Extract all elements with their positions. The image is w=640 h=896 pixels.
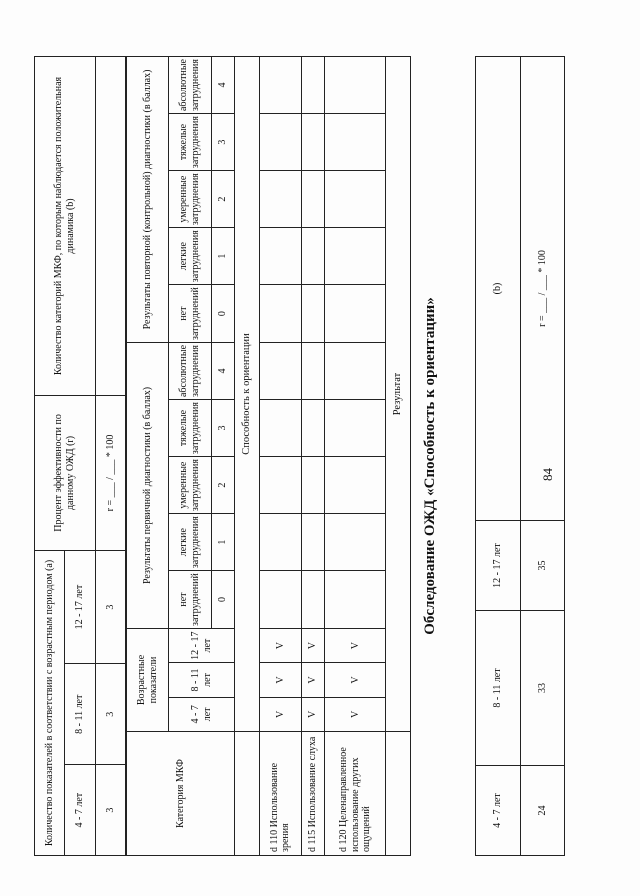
score: 1 xyxy=(211,514,235,571)
primary-col: умеренные затруднения xyxy=(169,457,211,514)
primary-col: нет затруднений xyxy=(169,571,211,629)
rotated-sheet xyxy=(30,56,590,876)
top-age-header: 8 - 11 лет xyxy=(476,611,521,766)
score: 0 xyxy=(211,571,235,629)
top-age-header: 4 - 7 лет xyxy=(476,766,521,856)
check-mark: V xyxy=(259,628,301,662)
score: 0 xyxy=(211,285,235,343)
category-header: Категория МКФ xyxy=(127,732,235,856)
top-summary-table xyxy=(475,56,565,856)
top-formula: r = ___ / ___ * 100 xyxy=(520,57,565,521)
bottom-age: 12 - 17 лет xyxy=(65,550,95,663)
check-mark: V xyxy=(259,697,301,731)
check-mark: V xyxy=(325,697,386,731)
col-a-header: Количество показателей в соответствии с возрастным периодом (a) xyxy=(35,550,65,855)
check-mark: V xyxy=(301,697,325,731)
section-label: Способность к ориентации xyxy=(235,57,259,732)
top-age-header: 12 - 17 лет xyxy=(476,521,521,611)
bottom-age: 4 - 7 лет xyxy=(65,765,95,856)
assessment-table xyxy=(126,56,411,856)
page-number: 84 xyxy=(540,468,555,481)
check-mark: V xyxy=(325,628,386,662)
page-title: Обследование ОЖД «Способность к ориентации» xyxy=(422,297,438,635)
col-b-header: Количество категорий МКФ, по которым наблюдается положительная динамика (b) xyxy=(35,57,96,396)
primary-col: абсолютные затруднения xyxy=(169,342,211,399)
top-value: 35 xyxy=(520,521,565,611)
primary-col: тяжелые затруднения xyxy=(169,400,211,457)
age-col: 8 - 11 лет xyxy=(169,663,235,697)
category-row-label: d 120 Целенаправленное использование других ощущений xyxy=(325,732,386,856)
check-mark: V xyxy=(301,628,325,662)
repeat-col: легкие затруднения xyxy=(169,228,211,285)
primary-col: легкие затруднения xyxy=(169,514,211,571)
score: 3 xyxy=(211,114,235,171)
bottom-value: 3 xyxy=(95,664,125,765)
repeat-col: абсолютные затруднения xyxy=(169,57,211,114)
bottom-age: 8 - 11 лет xyxy=(65,664,95,765)
bottom-value: 3 xyxy=(95,765,125,856)
bottom-value: 3 xyxy=(95,550,125,663)
col-r-header: Процент эффективности по данному ОЖД (r) xyxy=(35,395,96,550)
top-value: 33 xyxy=(520,611,565,766)
check-mark: V xyxy=(301,663,325,697)
age-col: 4 - 7 лет xyxy=(169,697,235,731)
category-row-label: d 115 Использование слуха xyxy=(301,732,325,856)
score: 2 xyxy=(211,171,235,228)
score: 2 xyxy=(211,457,235,514)
age-header: Возрастные показатели xyxy=(127,628,169,731)
category-row-label: d 110 Использование зрения xyxy=(259,732,301,856)
score: 4 xyxy=(211,342,235,399)
repeat-header: Результаты повторной (контрольной) диагностики (в баллах) xyxy=(127,57,169,343)
result-label: Результат xyxy=(386,57,411,732)
score: 1 xyxy=(211,228,235,285)
repeat-col: умеренные затруднения xyxy=(169,171,211,228)
bottom-formula: r = ___ / ___ * 100 xyxy=(95,395,125,550)
bottom-b-value xyxy=(95,57,125,396)
efficiency-table xyxy=(34,56,126,856)
score: 3 xyxy=(211,400,235,457)
age-col: 12 - 17 лет xyxy=(169,628,235,662)
score: 4 xyxy=(211,57,235,114)
primary-header: Результаты первичной диагностики (в баллах) xyxy=(127,342,169,628)
check-mark: V xyxy=(259,663,301,697)
repeat-col: тяжелые затруднения xyxy=(169,114,211,171)
top-value: 24 xyxy=(520,766,565,856)
check-mark: V xyxy=(325,663,386,697)
top-b-label: (b) xyxy=(476,57,521,521)
repeat-col: нет затруднений xyxy=(169,285,211,343)
